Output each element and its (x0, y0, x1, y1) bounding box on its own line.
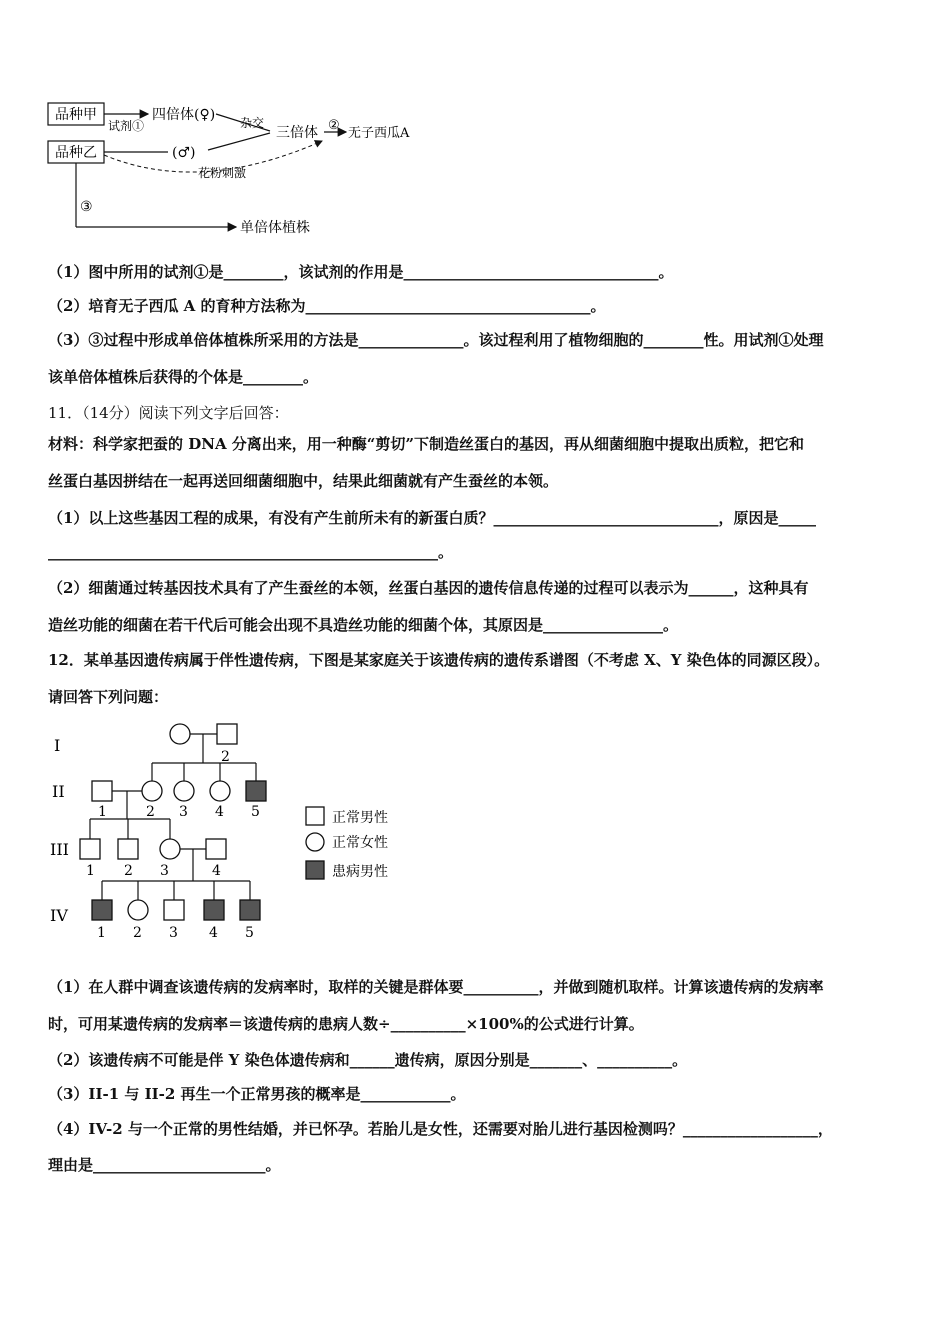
III-4-number: 4 (212, 863, 221, 879)
IV-5-number: 5 (245, 925, 254, 941)
IV-2-number: 2 (133, 925, 142, 941)
q11-part1-line1: （1）以上这些基因工程的成果，有没有产生前所未有的新蛋白质？______________________________，原因是_____ (48, 509, 816, 527)
q11-part1-line2: ____________________________________________________。 (48, 543, 454, 561)
gen-label-III: III (50, 840, 69, 859)
q11-part2-line2: 造丝功能的细菌在若干代后可能会出现不具造丝功能的细菌个体，其原因是________________。 (48, 616, 679, 634)
q12-part1-line2: 时，可用某遗传病的发病率＝该遗传病的患病人数÷__________×100%的公式进行计算。 (48, 1015, 644, 1033)
I-2-normal-male (217, 724, 237, 744)
q10-part2: （2）培育无子西瓜 A 的育种方法称为______________________________________。 (48, 297, 606, 315)
II-2-number: 2 (146, 804, 155, 820)
legend-normal-female-icon (306, 833, 324, 851)
II-4-normal-female (210, 781, 230, 801)
q11-material-line1: 材料：科学家把蚕的 DNA 分离出来，用一种酶“剪切”下制造丝蛋白的基因，再从细菌细胞中提取出质粒，把它和 (48, 435, 805, 453)
legend-affected-male-icon (306, 861, 324, 879)
II-2-normal-female (142, 781, 162, 801)
IV-3-number: 3 (169, 925, 178, 941)
haploid-label: 单倍体植株 (240, 220, 310, 236)
gen-label-IV: IV (50, 906, 68, 925)
q10-part3-line2: 该单倍体植株后获得的个体是________。 (48, 368, 319, 386)
II-4-number: 4 (215, 804, 224, 820)
reagent-label: 试剂① (108, 119, 145, 133)
III-2-normal-male (118, 839, 138, 859)
gen-label-II: II (52, 782, 65, 801)
q12-part1-line1: （1）在人群中调查该遗传病的发病率时，取样的关键是群体要__________，并做到随机取样。计算该遗传病的发病率 (48, 978, 824, 996)
II-5-affected-male (246, 781, 266, 801)
IV-3-normal-male (164, 900, 184, 920)
legend-affected-male-label: 患病男性 (332, 864, 388, 880)
legend-normal-male-label: 正常男性 (332, 810, 388, 826)
III-4-normal-male (206, 839, 226, 859)
IV-1-number: 1 (97, 925, 106, 941)
gen-label-I: I (54, 736, 61, 755)
legend-normal-male-icon (306, 807, 324, 825)
II-5-number: 5 (251, 804, 260, 820)
q12-part2: （2）该遗传病不可能是伴 Y 染色体遗传病和______遗传病，原因分别是_______、__________。 (48, 1051, 688, 1069)
q11-part2-line1: （2）细菌通过转基因技术具有了产生蚕丝的本领，丝蛋白基因的遗传信息传递的过程可以表示为______，这种具有 (48, 579, 809, 597)
pedigree-legend (306, 807, 388, 880)
step3-label: ③ (80, 199, 93, 215)
variety-b-box (48, 141, 104, 163)
cross-line-bottom (208, 133, 270, 150)
III-3-number: 3 (160, 863, 169, 879)
legend-normal-female-label: 正常女性 (332, 835, 388, 851)
q12-intro-line1: 12．某单基因遗传病属于伴性遗传病，下图是某家庭关于该遗传病的遗传系谱图（不考虑 X、Y 染色体的同源区段）。 (48, 651, 830, 669)
III-2-number: 2 (124, 863, 133, 879)
pollen-label: 花粉刺激 (198, 166, 247, 180)
II-3-number: 3 (179, 804, 188, 820)
q12-intro-line2: 请回答下列问题： (48, 688, 169, 706)
variety-a-label: 品种甲 (55, 107, 97, 123)
IV-4-affected-male (204, 900, 224, 920)
IV-2-normal-female (128, 900, 148, 920)
II-1-number: 1 (98, 804, 107, 820)
IV-5-affected-male (240, 900, 260, 920)
II-3-normal-female (174, 781, 194, 801)
IV-1-affected-male (92, 900, 112, 920)
III-1-normal-male (80, 839, 100, 859)
step2-label: ② (328, 118, 340, 133)
q10-part3-line1: （3）③过程中形成单倍体植株所采用的方法是______________。该过程利用了植物细胞的________性。用试剂①处理 (48, 331, 824, 349)
IV-4-number: 4 (209, 925, 218, 941)
III-3-normal-female (160, 839, 180, 859)
I-2-number: 2 (221, 749, 230, 765)
II-1-normal-male (92, 781, 112, 801)
variety-a-box (48, 103, 104, 125)
triploid-label: 三倍体 (276, 125, 318, 141)
q11-header: 11．（14分）阅读下列文字后回答： (48, 404, 289, 422)
I-1-normal-female (170, 724, 190, 744)
product-label: 无子西瓜A (348, 126, 410, 141)
male-label: (♂) (172, 145, 196, 161)
variety-b-label: 品种乙 (55, 145, 97, 161)
pedigree-chart (40, 715, 420, 945)
q11-material-line2: 丝蛋白基因拼结在一起再送回细菌细胞中，结果此细菌就有产生蚕丝的本领。 (48, 472, 559, 490)
q12-part4-line1: （4）IV-2 与一个正常的男性结婚，并已怀孕。若胎儿是女性，还需要对胎儿进行基因检测吗？__________________， (48, 1120, 833, 1138)
tetraploid-label: 四倍体(♀) (152, 107, 216, 123)
hybrid-label: 杂交 (240, 116, 265, 130)
III-1-number: 1 (86, 863, 95, 879)
q10-part1: （1）图中所用的试剂①是________，该试剂的作用是__________________________________。 (48, 263, 674, 281)
q12-part4-line2: 理由是_______________________。 (48, 1156, 281, 1174)
q12-part3: （3）II-1 与 II-2 再生一个正常男孩的概率是____________。 (48, 1085, 466, 1103)
breeding-diagram (40, 95, 460, 245)
